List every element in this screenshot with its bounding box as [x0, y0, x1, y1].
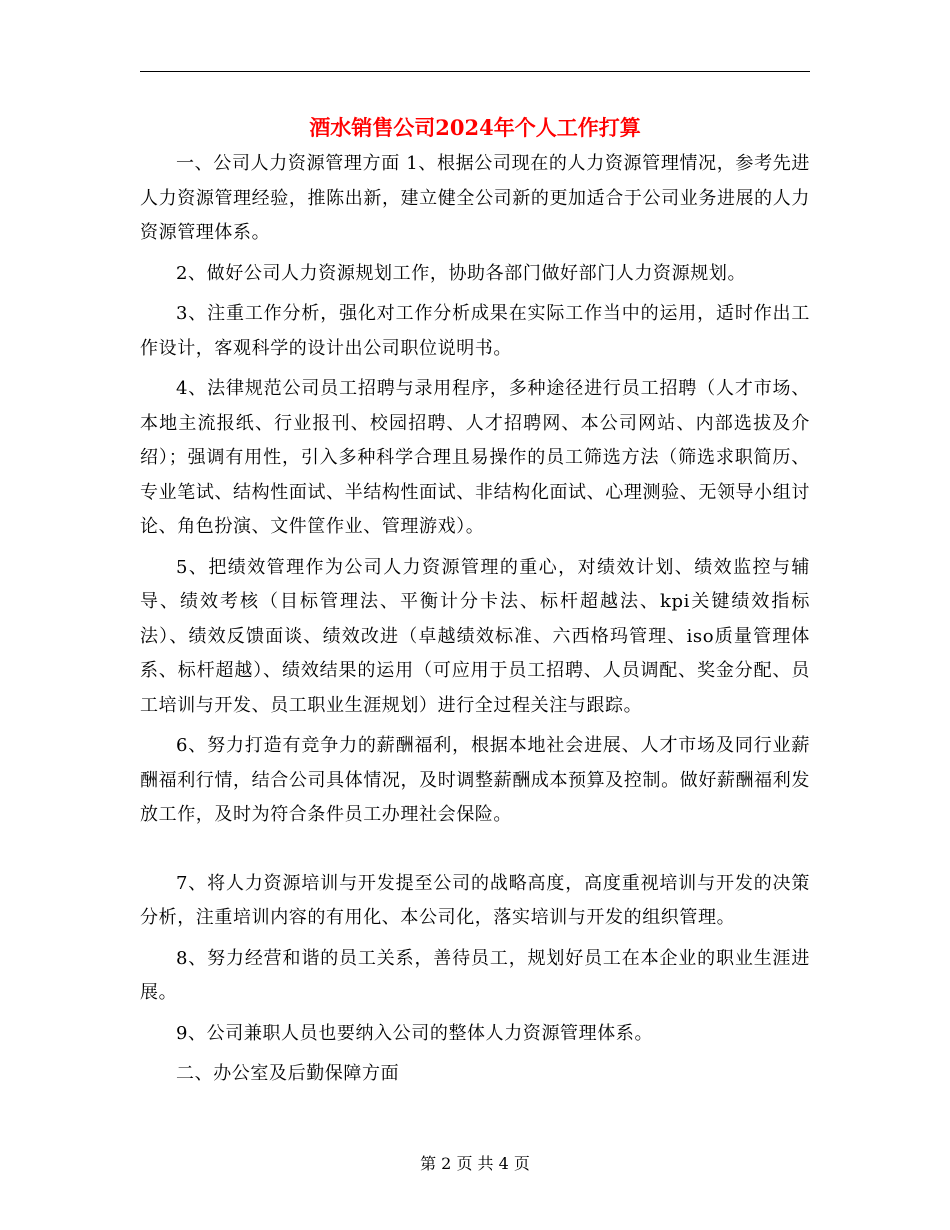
paragraph-hr-planning: 2、做好公司人力资源规划工作，协助各部门做好部门人力资源规划。 [176, 262, 747, 284]
paragraph-hr-system: 一、公司人力资源管理方面 1、根据公司现在的人力资源管理情况，参考先进人力资源管理经验，推陈出新，建立健全公司新的更加适合于公司业务进展的人力资源管理体系。 [140, 153, 810, 243]
document-body [140, 147, 810, 1098]
header-rule [140, 71, 810, 72]
paragraph-performance: 5、把绩效管理作为公司人力资源管理的重心，对绩效计划、绩效监控与辅导、绩效考核（目标管理法、平衡计分卡法、标杆超越法、kpi关键绩效指标法）、绩效反馈面谈、绩效改进（卓越绩效标准、六西格玛管理、iso质量管理体系、标杆超越）、绩效结果的运用（可应用于员工招聘、人员调配、奖金分配、员工培训与开发、员工职业生涯规划）进行全过程关注与跟踪。 [140, 556, 810, 716]
paragraph-compensation: 6、努力打造有竞争力的薪酬福利，根据本地社会进展、人才市场及同行业薪酬福利行情，结合公司具体情况，及时调整薪酬成本预算及控制。做好薪酬福利发放工作，及时为符合条件员工办理社会保险。 [140, 735, 810, 825]
paragraph-part-time: 9、公司兼职人员也要纳入公司的整体人力资源管理体系。 [176, 1022, 654, 1044]
page-footer: 第 2 页 共 4 页 [420, 1154, 530, 1173]
paragraph-employee-relations: 8、努力经营和谐的员工关系，善待员工，规划好员工在本企业的职业生涯进展。 [140, 947, 810, 1003]
paragraph-recruitment: 4、法律规范公司员工招聘与录用程序，多种途径进行员工招聘（人才市场、本地主流报纸、行业报刊、校园招聘、人才招聘网、本公司网站、内部选拔及介绍）；强调有用性，引入多种科学合理且易操作的员工筛选方法（筛选求职简历、专业笔试、结构性面试、半结构性面试、非结构化面试、心理测验、无领导小组讨论、角色扮演、文件筐作业、管理游戏）。 [140, 378, 810, 537]
section-heading-office: 二、办公室及后勤保障方面 [176, 1063, 400, 1084]
paragraph-training: 7、将人力资源培训与开发提至公司的战略高度，高度重视培训与开发的决策分析，注重培训内容的有用化、本公司化，落实培训与开发的组织管理。 [140, 872, 810, 928]
paragraph-job-analysis: 3、注重工作分析，强化对工作分析成果在实际工作当中的运用，适时作出工作设计，客观科学的设计出公司职位说明书。 [140, 303, 810, 359]
document-title: 酒水销售公司2024年个人工作打算 [309, 115, 641, 140]
